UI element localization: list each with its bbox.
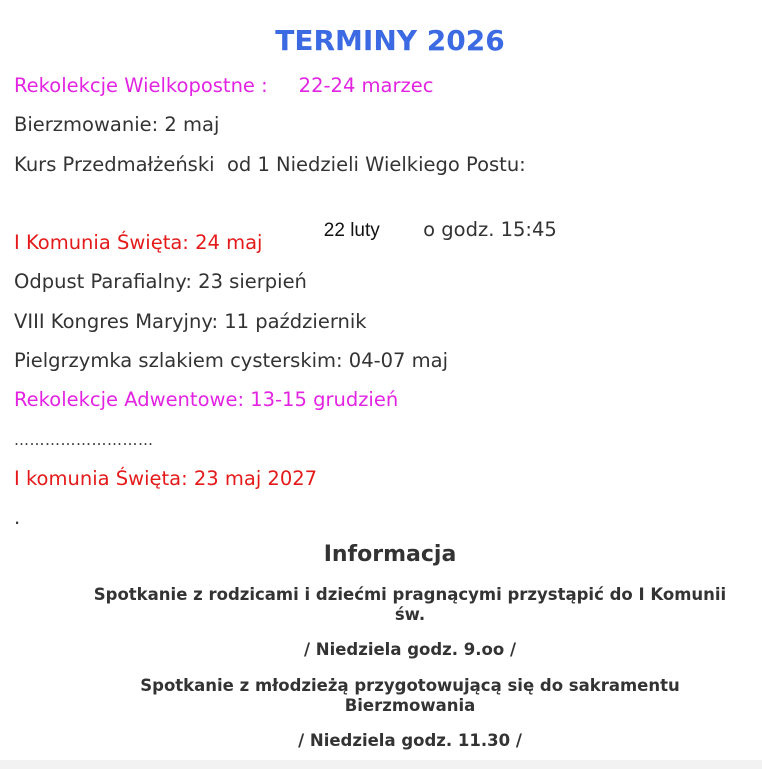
page-bottom-strip [0, 760, 762, 769]
event-rekolekcje-adwentowe: Rekolekcje Adwentowe: 13-15 grudzień [14, 388, 399, 411]
event-kongres-maryjny: VIII Kongres Maryjny: 11 październik [14, 310, 367, 333]
page-title: TERMINY 2026 [275, 24, 505, 57]
info-meeting-youth: Spotkanie z młodzieżą przygotowującą się do sakramentu Bierzmowania [140, 676, 680, 715]
event-bierzmowanie: Bierzmowanie: 2 maj [14, 113, 220, 136]
event-kurs-przedmalzenski: Kurs Przedmałżeński od 1 Niedzieli Wielkiego Postu: [14, 153, 526, 176]
event-rekolekcje-wielkopostne: Rekolekcje Wielkopostne : 22-24 marzec [14, 74, 434, 97]
event-pielgrzymka: Pielgrzymka szlakiem cysterskim: 04-07 maj [14, 349, 449, 372]
kurs-time: o godz. 15:45 [379, 218, 557, 241]
kurs-date: 22 luty [323, 220, 380, 241]
stray-dot: . [14, 506, 21, 529]
dotted-separator: ……………………… [14, 431, 154, 449]
event-odpust: Odpust Parafialny: 23 sierpień [14, 270, 307, 293]
info-heading: Informacja [323, 542, 457, 567]
event-komunia-2027: I komunia Święta: 23 maj 2027 [14, 467, 318, 490]
event-komunia-2026: I Komunia Święta: 24 maj [14, 231, 263, 254]
info-meeting-children: Spotkanie z rodzicami i dziećmi pragnącymi przystąpić do I Komunii św. [93, 585, 727, 624]
info-meeting-children-time: / Niedziela godz. 9.oo / [304, 640, 516, 659]
kurs-schedule [299, 191, 557, 270]
info-meeting-youth-time: / Niedziela godz. 11.30 / [298, 731, 522, 750]
